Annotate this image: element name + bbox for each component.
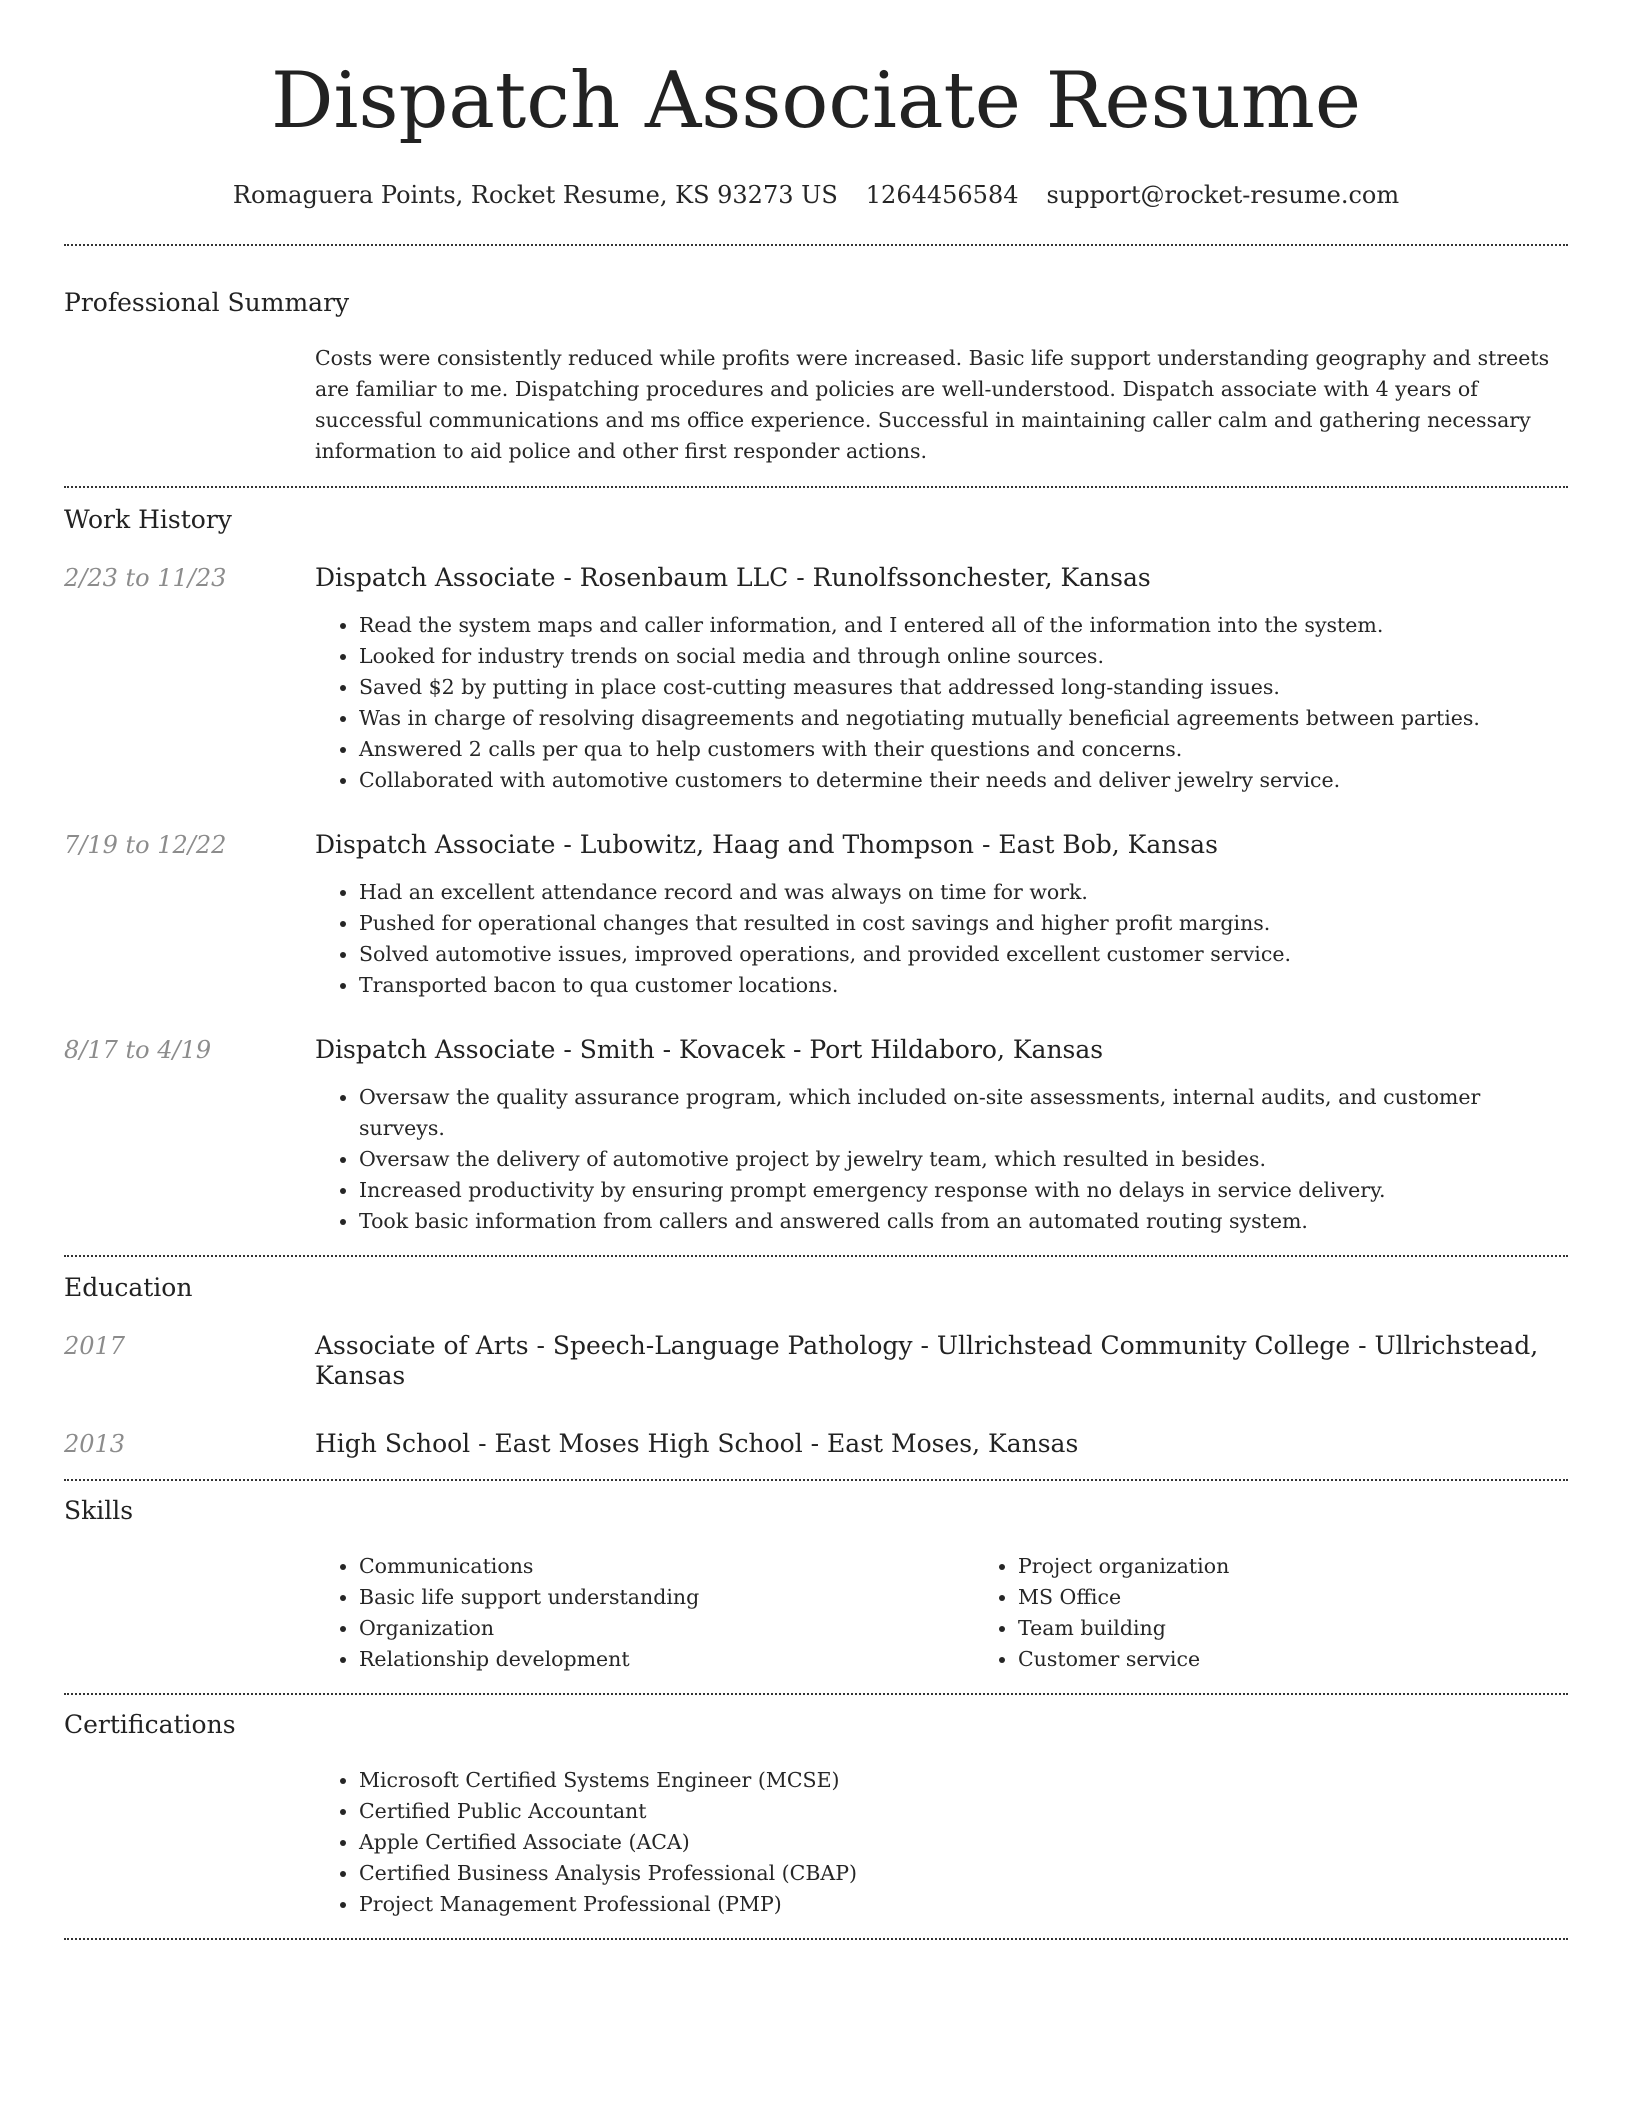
skill-item: • Team building <box>1018 1613 1632 1644</box>
skill-item: • Organization <box>359 1613 974 1644</box>
skill-item: • Communications <box>359 1551 974 1582</box>
job-entry <box>64 1035 1568 1237</box>
education-year: 2013 <box>64 1430 126 1458</box>
skills-list-left <box>315 1551 974 1675</box>
certifications-section <box>64 1710 1568 1920</box>
list-item: • Looked for industry trends on social media and through online sources. <box>359 641 1568 672</box>
skill-item: • Customer service <box>1018 1644 1632 1675</box>
section-divider <box>64 1693 1568 1695</box>
contact-phone: 1264456584 <box>865 181 1019 209</box>
job-dates: 2/23 to 11/23 <box>64 564 227 592</box>
resume-title: Dispatch Associate Resume <box>270 56 1362 146</box>
list-item: • Transported bacon to qua customer locations. <box>359 970 1568 1001</box>
contact-line <box>64 180 1568 210</box>
section-divider <box>64 244 1568 246</box>
list-item: • Pushed for operational changes that resulted in cost savings and higher profit margins. <box>359 908 1568 939</box>
list-item: • Oversaw the quality assurance program, which included on-site assessments, internal audits, and customer surveys. <box>359 1082 1568 1144</box>
education-year: 2017 <box>64 1332 126 1360</box>
job-entry <box>64 563 1568 796</box>
skill-item: • Basic life support understanding <box>359 1582 974 1613</box>
education-text: Associate of Arts - Speech-Language Pathology - Ullrichstead Community College - Ullrichstead, Kansas <box>315 1331 1539 1390</box>
resume-header <box>64 0 1568 210</box>
list-item: • Solved automotive issues, improved operations, and provided excellent customer service. <box>359 939 1568 970</box>
list-item: • Read the system maps and caller information, and I entered all of the information into the system. <box>359 610 1568 641</box>
list-item: • Saved $2 by putting in place cost-cutting measures that addressed long-standing issues. <box>359 672 1568 703</box>
certification-item: • Project Management Professional (PMP) <box>359 1889 1568 1920</box>
skills-heading: Skills <box>64 1496 134 1525</box>
certification-item: • Microsoft Certified Systems Engineer (MCSE) <box>359 1765 1568 1796</box>
list-item: • Had an excellent attendance record and was always on time for work. <box>359 877 1568 908</box>
section-divider <box>64 1938 1568 1940</box>
skill-item: • Relationship development <box>359 1644 974 1675</box>
job-heading: Dispatch Associate - Rosenbaum LLC - Runolfssonchester, Kansas <box>315 563 1151 592</box>
list-item: • Oversaw the delivery of automotive project by jewelry team, which resulted in besides. <box>359 1144 1568 1175</box>
certification-item: • Certified Business Analysis Professional (CBAP) <box>359 1858 1568 1889</box>
education-section <box>64 1273 1568 1459</box>
list-item: • Took basic information from callers and answered calls from an automated routing system. <box>359 1206 1568 1237</box>
job-heading: Dispatch Associate - Smith - Kovacek - Port Hildaboro, Kansas <box>315 1035 1104 1064</box>
skills-list-right <box>974 1551 1632 1675</box>
contact-email: support@rocket-resume.com <box>1046 181 1400 209</box>
resume-page <box>64 0 1568 1940</box>
list-item: • Collaborated with automotive customers to determine their needs and deliver jewelry service. <box>359 765 1568 796</box>
job-heading: Dispatch Associate - Lubowitz, Haag and Thompson - East Bob, Kansas <box>315 830 1218 859</box>
section-divider <box>64 1479 1568 1481</box>
education-entry <box>64 1331 1568 1391</box>
job-bullets <box>315 610 1568 796</box>
certification-item: • Certified Public Accountant <box>359 1796 1568 1827</box>
education-heading: Education <box>64 1273 193 1302</box>
skill-item: • MS Office <box>1018 1582 1632 1613</box>
skills-grid <box>315 1551 1632 1675</box>
contact-address: Romaguera Points, Rocket Resume, KS 93273 US <box>232 181 838 209</box>
section-divider <box>64 486 1568 488</box>
list-item: • Was in charge of resolving disagreements and negotiating mutually beneficial agreements between parties. <box>359 703 1568 734</box>
list-item: • Increased productivity by ensuring prompt emergency response with no delays in service delivery. <box>359 1175 1568 1206</box>
list-item: • Answered 2 calls per qua to help customers with their questions and concerns. <box>359 734 1568 765</box>
certifications-list <box>315 1765 1568 1920</box>
education-text: High School - East Moses High School - East Moses, Kansas <box>315 1429 1079 1458</box>
job-bullets <box>315 877 1568 1001</box>
summary-text: Costs were consistently reduced while profits were increased. Basic life support understanding geography and streets are familiar to me. Dispatching procedures and policies are well-understood. Dispatch associate with 4 years of successful communications and ms office experience. Successful in maintaining caller calm and gathering necessary information to aid police and other first responder actions. <box>315 346 1550 463</box>
certifications-heading: Certifications <box>64 1710 236 1739</box>
job-dates: 8/17 to 4/19 <box>64 1036 212 1064</box>
summary-section <box>64 288 1568 467</box>
work-history-heading: Work History <box>64 505 232 534</box>
section-divider <box>64 1255 1568 1257</box>
skill-item: • Project organization <box>1018 1551 1632 1582</box>
certification-item: • Apple Certified Associate (ACA) <box>359 1827 1568 1858</box>
summary-heading: Professional Summary <box>64 288 350 317</box>
education-entry <box>64 1429 1568 1459</box>
work-history-section <box>64 505 1568 1237</box>
job-dates: 7/19 to 12/22 <box>64 831 227 859</box>
job-bullets <box>315 1082 1568 1237</box>
job-entry <box>64 830 1568 1001</box>
skills-section <box>64 1496 1568 1675</box>
